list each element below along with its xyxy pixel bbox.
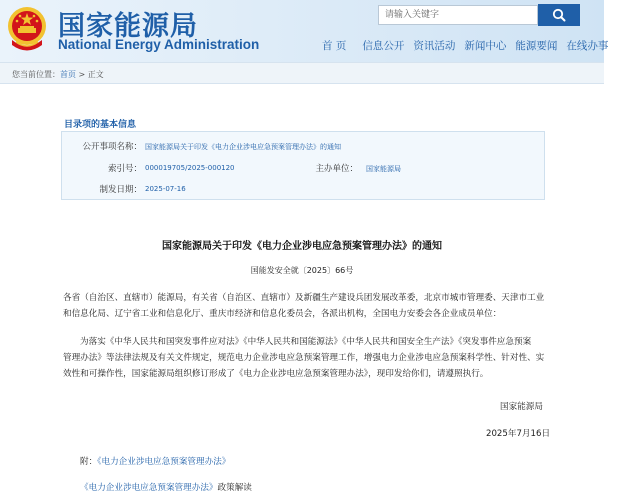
nav-home[interactable]: 首 页	[322, 40, 347, 52]
paragraph-line: 效性和可操作性，国家能源局组织修订形成了《电力企业涉电应急预案管理办法》，现印发给你们，请遵照执行。	[63, 369, 489, 379]
paragraph-line: 为落实《中华人民共和国突发事件应对法》《中华人民共和国能源法》《中华人民共和国安全生产法》《突发事件应急预案	[80, 337, 532, 347]
policy-interpretation-link[interactable]: 《电力企业涉电应急预案管理办法》	[80, 483, 218, 493]
paragraph-addressees	[63, 290, 563, 322]
paragraph-line: 管理办法》等法律法规及有关文件规定，规范电力企业涉电应急预案管理工作，增强电力企业涉电应急预案科学性、针对性、实	[63, 353, 545, 363]
breadcrumb-prefix: 您当前位置：	[12, 70, 60, 79]
label-item-name: 公开事项名称：	[82, 142, 142, 152]
label-index-no: 索引号：	[107, 164, 142, 174]
interpretation-suffix: 政策解读	[217, 483, 252, 493]
signature-date: 2025年7月16日	[486, 429, 551, 439]
meta-info-box	[61, 131, 545, 200]
attachment-link[interactable]: 《电力企业涉电应急预案管理办法》	[97, 457, 231, 467]
breadcrumb-home-link[interactable]: 首页	[60, 70, 76, 79]
label-host: 主办单位：	[315, 164, 358, 174]
paragraph-body	[63, 334, 563, 382]
national-emblem-icon	[6, 4, 48, 56]
value-index-no: 000019705/2025-000120	[145, 164, 235, 172]
value-issue-date: 2025-07-16	[145, 185, 186, 193]
breadcrumb-current: 正文	[87, 70, 104, 79]
nav-news-center[interactable]: 新闻中心	[464, 40, 507, 52]
nav-info-disclosure[interactable]: 信息公开	[362, 40, 405, 52]
signature: 国家能源局	[500, 402, 543, 412]
breadcrumb-separator: >	[76, 70, 88, 79]
brand-title-cn[interactable]: 国家能源局	[58, 11, 198, 42]
attachment-prefix: 附：	[80, 457, 98, 467]
brand-title-en: National Energy Administration	[58, 37, 260, 52]
search-input[interactable]: 请输入关键字	[378, 5, 538, 25]
paragraph-line: 各省（自治区、直辖市）能源局，有关省（自治区、直辖市）及新疆生产建设兵团发展改革委，北京市城市管理委、天津市工业	[63, 293, 545, 303]
breadcrumb	[12, 69, 104, 80]
nav-energy-news[interactable]: 能源要闻	[515, 40, 558, 52]
document-number: 国能发安全就〔2025〕66号	[250, 266, 354, 275]
nav-news-events[interactable]: 资讯活动	[413, 40, 456, 52]
nav-online-services[interactable]: 在线办事	[566, 40, 609, 52]
main-nav	[322, 38, 617, 53]
value-item-name: 国家能源局关于印发《电力企业涉电应急预案管理办法》的通知	[145, 143, 341, 151]
interpretation-line	[80, 481, 252, 493]
label-issue-date: 制发日期：	[99, 185, 142, 195]
search-button[interactable]	[538, 4, 580, 26]
breadcrumb-bar	[0, 62, 604, 84]
site-header	[0, 0, 609, 62]
search-icon	[552, 8, 566, 22]
meta-section-title: 目录项的基本信息	[64, 120, 137, 130]
value-host: 国家能源局	[366, 165, 401, 173]
paragraph-line: 和信息化局、辽宁省工业和信息化厅、重庆市经济和信息化委员会，各派出机构，全国电力安委会各企业成员单位：	[63, 309, 502, 319]
document-title: 国家能源局关于印发《电力企业涉电应急预案管理办法》的通知	[162, 241, 442, 252]
attachment-line	[80, 455, 230, 467]
